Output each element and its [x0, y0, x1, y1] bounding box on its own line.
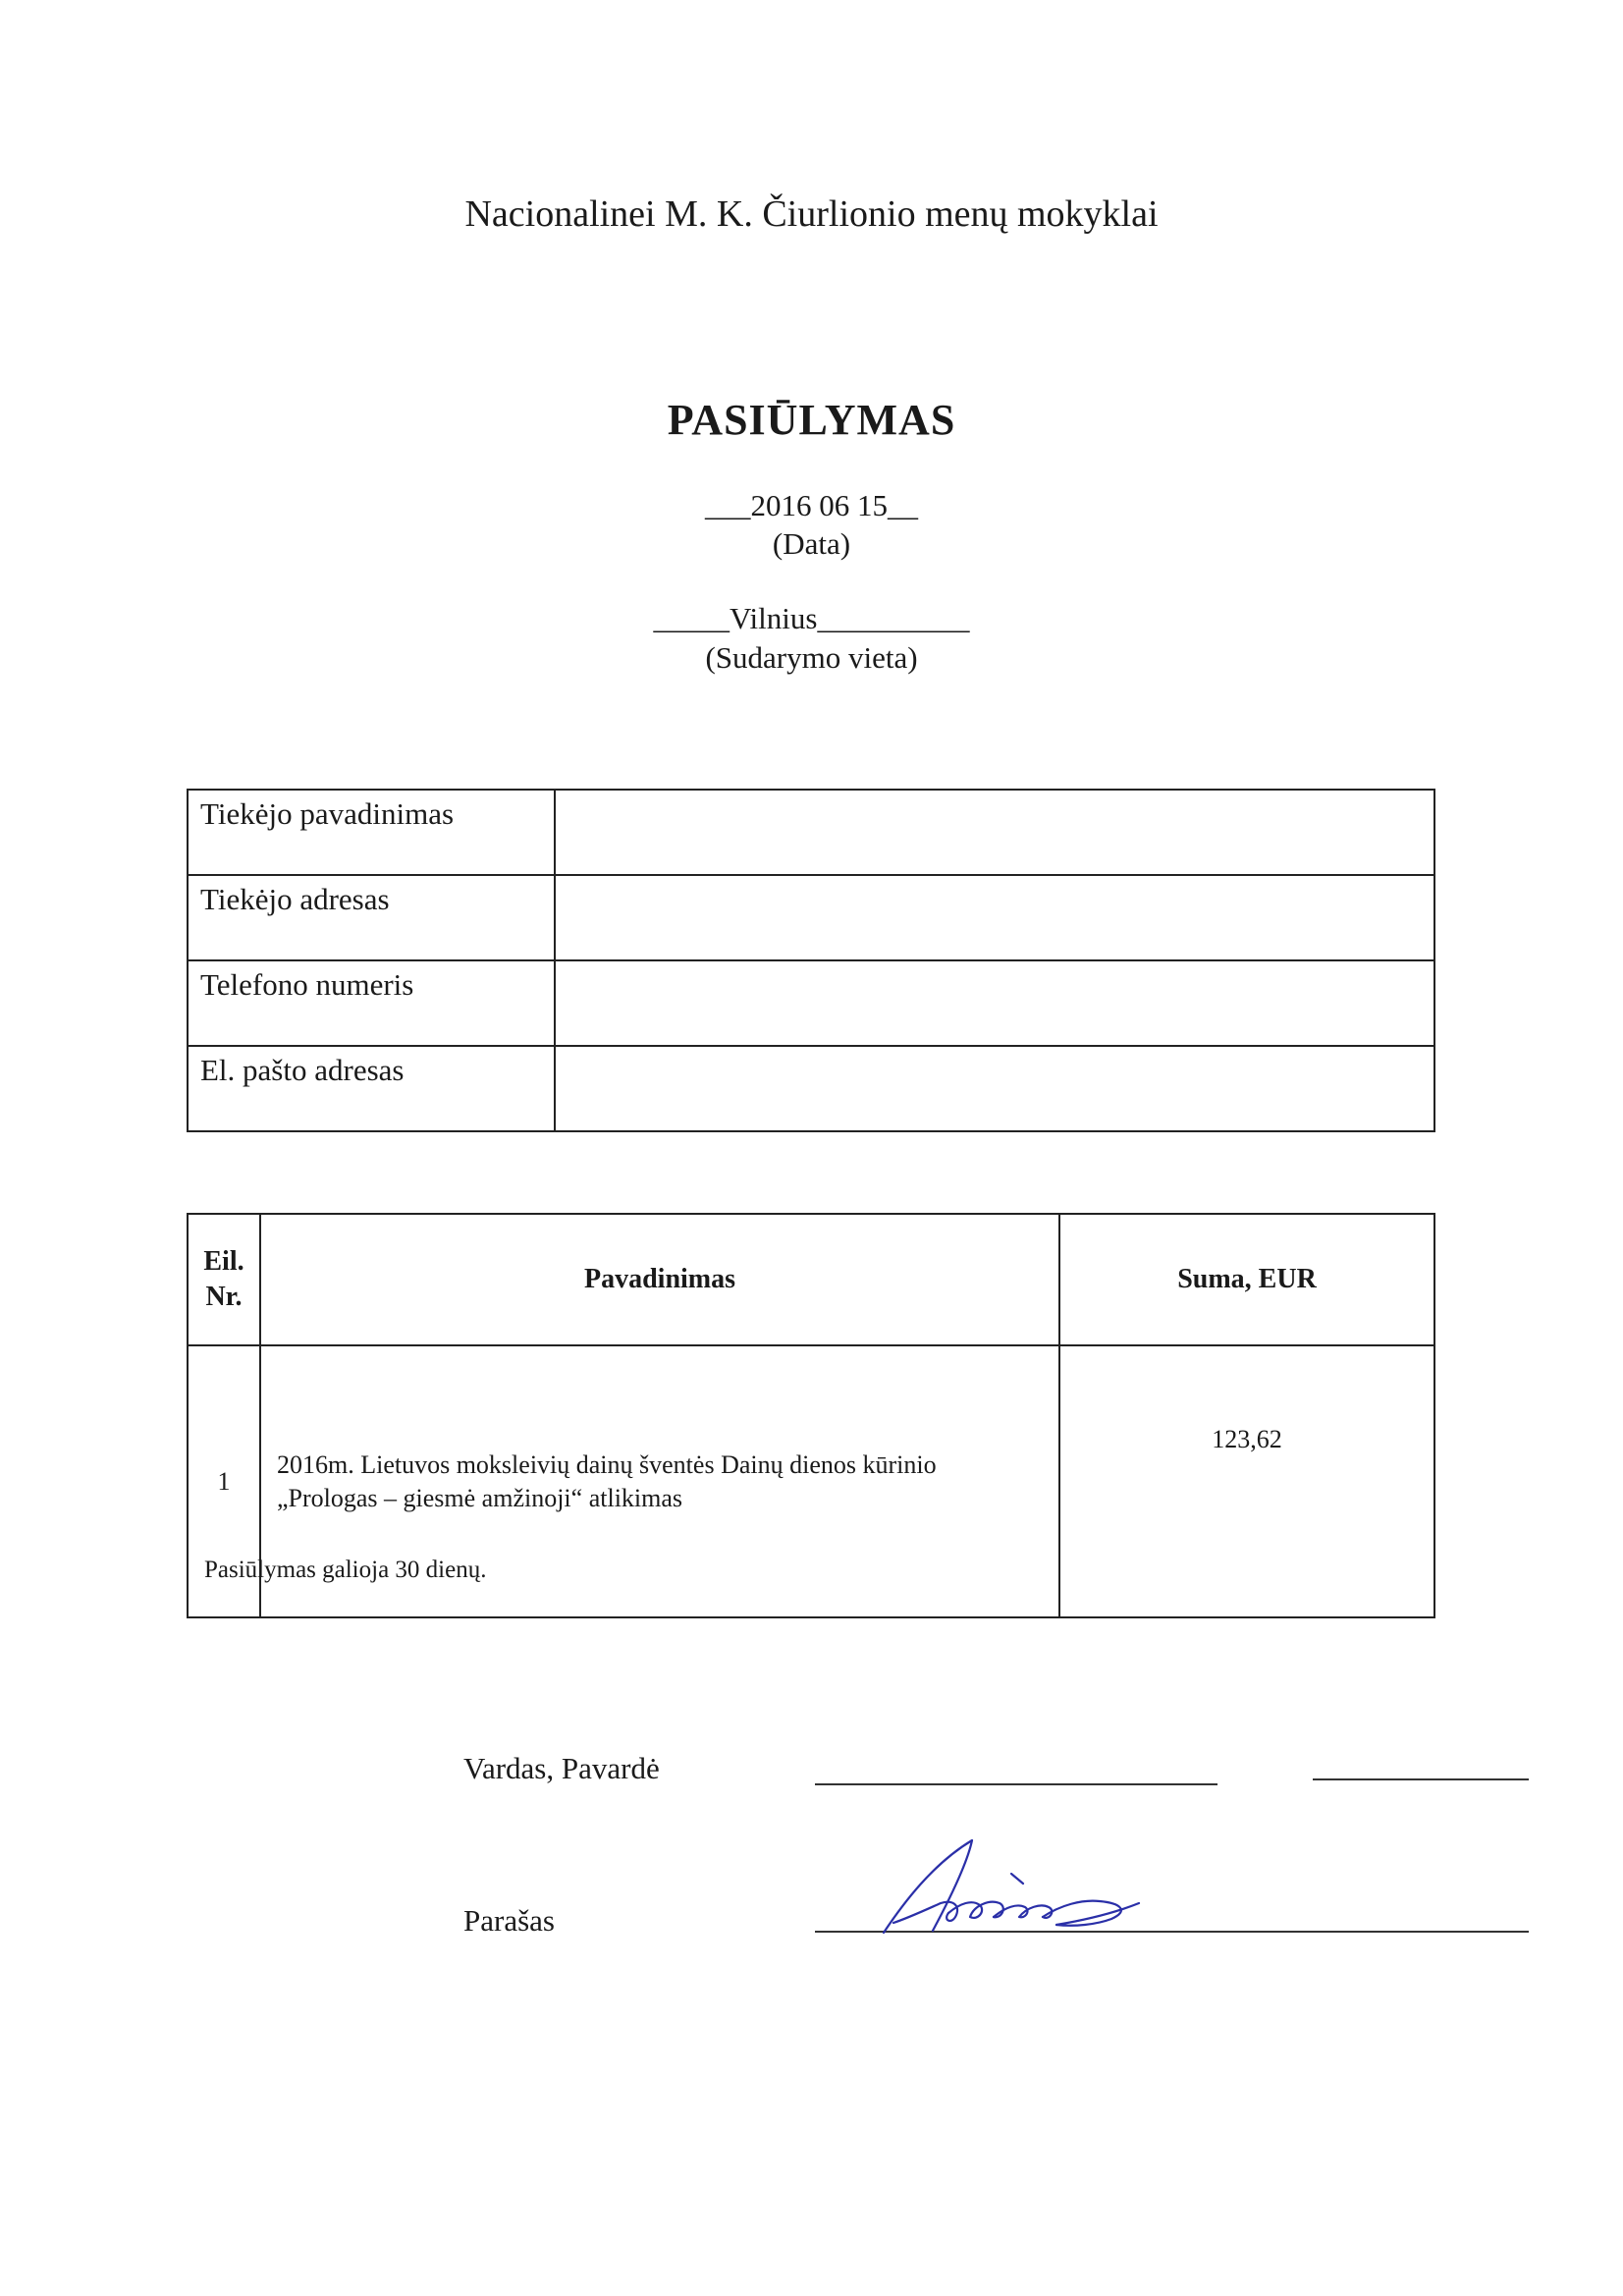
item-nr: 1	[188, 1345, 260, 1617]
supplier-name-label: Tiekėjo pavadinimas	[188, 790, 555, 875]
handwritten-signature	[864, 1834, 1149, 1944]
name-surname-label: Vardas, Pavardė	[463, 1751, 660, 1785]
supplier-address-value	[555, 875, 1434, 960]
items-header-row	[188, 1214, 1434, 1345]
supplier-phone-value	[555, 960, 1434, 1046]
date-value: ___2016 06 15__	[705, 488, 918, 522]
document-title: PASIŪLYMAS	[667, 396, 956, 444]
validity-note: Pasiūlymas galioja 30 dienų.	[204, 1557, 487, 1583]
supplier-row-phone	[188, 960, 1434, 1046]
supplier-row-name	[188, 790, 1434, 875]
supplier-info-table	[187, 789, 1435, 1132]
header-nr-line2: Nr.	[205, 1282, 243, 1312]
supplier-phone-label: Telefono numeris	[188, 960, 555, 1046]
surname-field-line	[1313, 1778, 1529, 1780]
item-sum: 123,62	[1059, 1345, 1434, 1617]
item-name-line1: 2016m. Lietuvos moksleivių dainų šventės Dainų dienos kūrinio	[277, 1449, 937, 1479]
header-name: Pavadinimas	[260, 1214, 1059, 1345]
supplier-email-value	[555, 1046, 1434, 1131]
recipient-line: Nacionalinei M. K. Čiurlionio menų mokyklai	[464, 193, 1159, 235]
supplier-name-value	[555, 790, 1434, 875]
signature-label: Parašas	[463, 1903, 555, 1938]
supplier-row-address	[188, 875, 1434, 960]
header-nr-line1: Eil.	[203, 1246, 244, 1277]
header-sum: Suma, EUR	[1059, 1214, 1434, 1345]
place-value: _____Vilnius__________	[653, 601, 970, 635]
supplier-address-label: Tiekėjo adresas	[188, 875, 555, 960]
name-field-line	[815, 1783, 1217, 1785]
item-name-line2: „Prologas – giesmė amžinoji“ atlikimas	[277, 1483, 683, 1512]
place-caption: (Sudarymo vieta)	[705, 640, 918, 675]
supplier-row-email	[188, 1046, 1434, 1131]
supplier-email-label: El. pašto adresas	[188, 1046, 555, 1131]
header-nr	[188, 1214, 260, 1345]
date-caption: (Data)	[772, 526, 851, 561]
